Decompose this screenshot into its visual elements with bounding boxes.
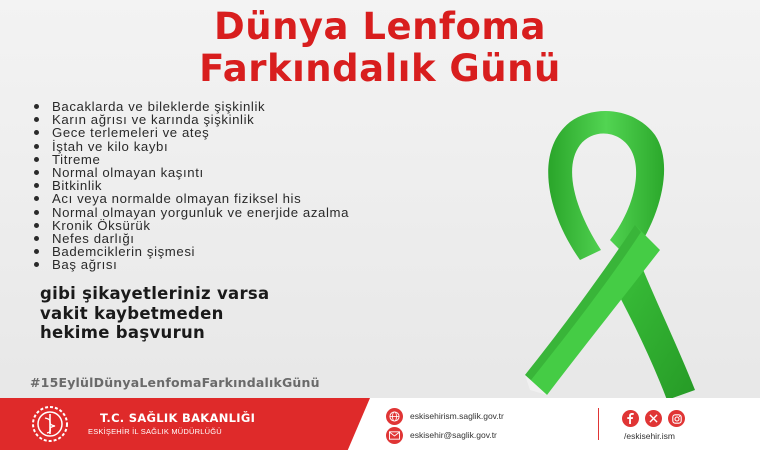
call-to-action [40,284,269,343]
footer-divider [598,408,599,440]
bullet-icon [34,157,39,162]
list-item: Karın ağrısı ve karında şişkinlik [30,113,349,126]
list-item: Kronik Öksürük [30,219,349,232]
ministry-logo-icon [30,404,70,444]
x-icon[interactable] [645,410,662,427]
green-ribbon-icon [485,110,715,400]
cta-line-3: hekime başvurun [40,323,206,342]
bullet-icon [34,196,39,201]
hashtag: #15EylülDünyaLenfomaFarkındalıkGünü [30,375,320,390]
bullet-icon [34,170,39,175]
list-item: Normal olmayan yorgunluk ve enerjide azalma [30,206,349,219]
list-item: Titreme [30,153,349,166]
email-text: eskisehir@saglik.gov.tr [410,430,497,440]
bullet-icon [34,104,39,109]
list-item: Nefes darlığı [30,232,349,245]
bullet-icon [34,236,39,241]
bullet-icon [34,249,39,254]
facebook-icon[interactable] [622,410,639,427]
symptom-list [30,100,349,271]
footer [0,398,760,450]
social-links [622,410,685,427]
list-item: Bacaklarda ve bileklerde şişkinlik [30,100,349,113]
bullet-icon [34,183,39,188]
bullet-icon [34,130,39,135]
title-line-1: Dünya Lenfoma [214,5,546,48]
bullet-icon [34,210,39,215]
website-link[interactable] [386,407,504,425]
org-subtitle: ESKİŞEHİR İL SAĞLIK MÜDÜRLÜĞÜ [88,427,222,436]
globe-icon [386,408,403,425]
title-line-2: Farkındalık Günü [199,47,561,90]
bullet-icon [34,223,39,228]
cta-line-2: vakit kaybetmeden [40,303,224,323]
list-item: Bitkinlik [30,179,349,192]
instagram-icon[interactable] [668,410,685,427]
website-text: eskisehirism.saglik.gov.tr [410,411,504,421]
org-name: T.C. SAĞLIK BAKANLIĞI [100,411,256,425]
list-item: Baş ağrısı [30,258,349,271]
bullet-icon [34,262,39,267]
list-item: Bademciklerin şişmesi [30,245,349,258]
list-item: Normal olmayan kaşıntı [30,166,349,179]
list-item: İştah ve kilo kaybı [30,140,349,153]
cta-line-1: gibi şikayetleriniz varsa [40,284,270,303]
list-item: Acı veya normalde olmayan fiziksel his [30,192,349,205]
social-handle[interactable]: /eskisehir.ism [624,431,676,441]
poster-title [0,6,760,90]
bullet-icon [34,144,39,149]
bullet-icon [34,117,39,122]
email-link[interactable] [386,426,497,444]
list-item: Gece terlemeleri ve ateş [30,126,349,139]
mail-icon [386,427,403,444]
